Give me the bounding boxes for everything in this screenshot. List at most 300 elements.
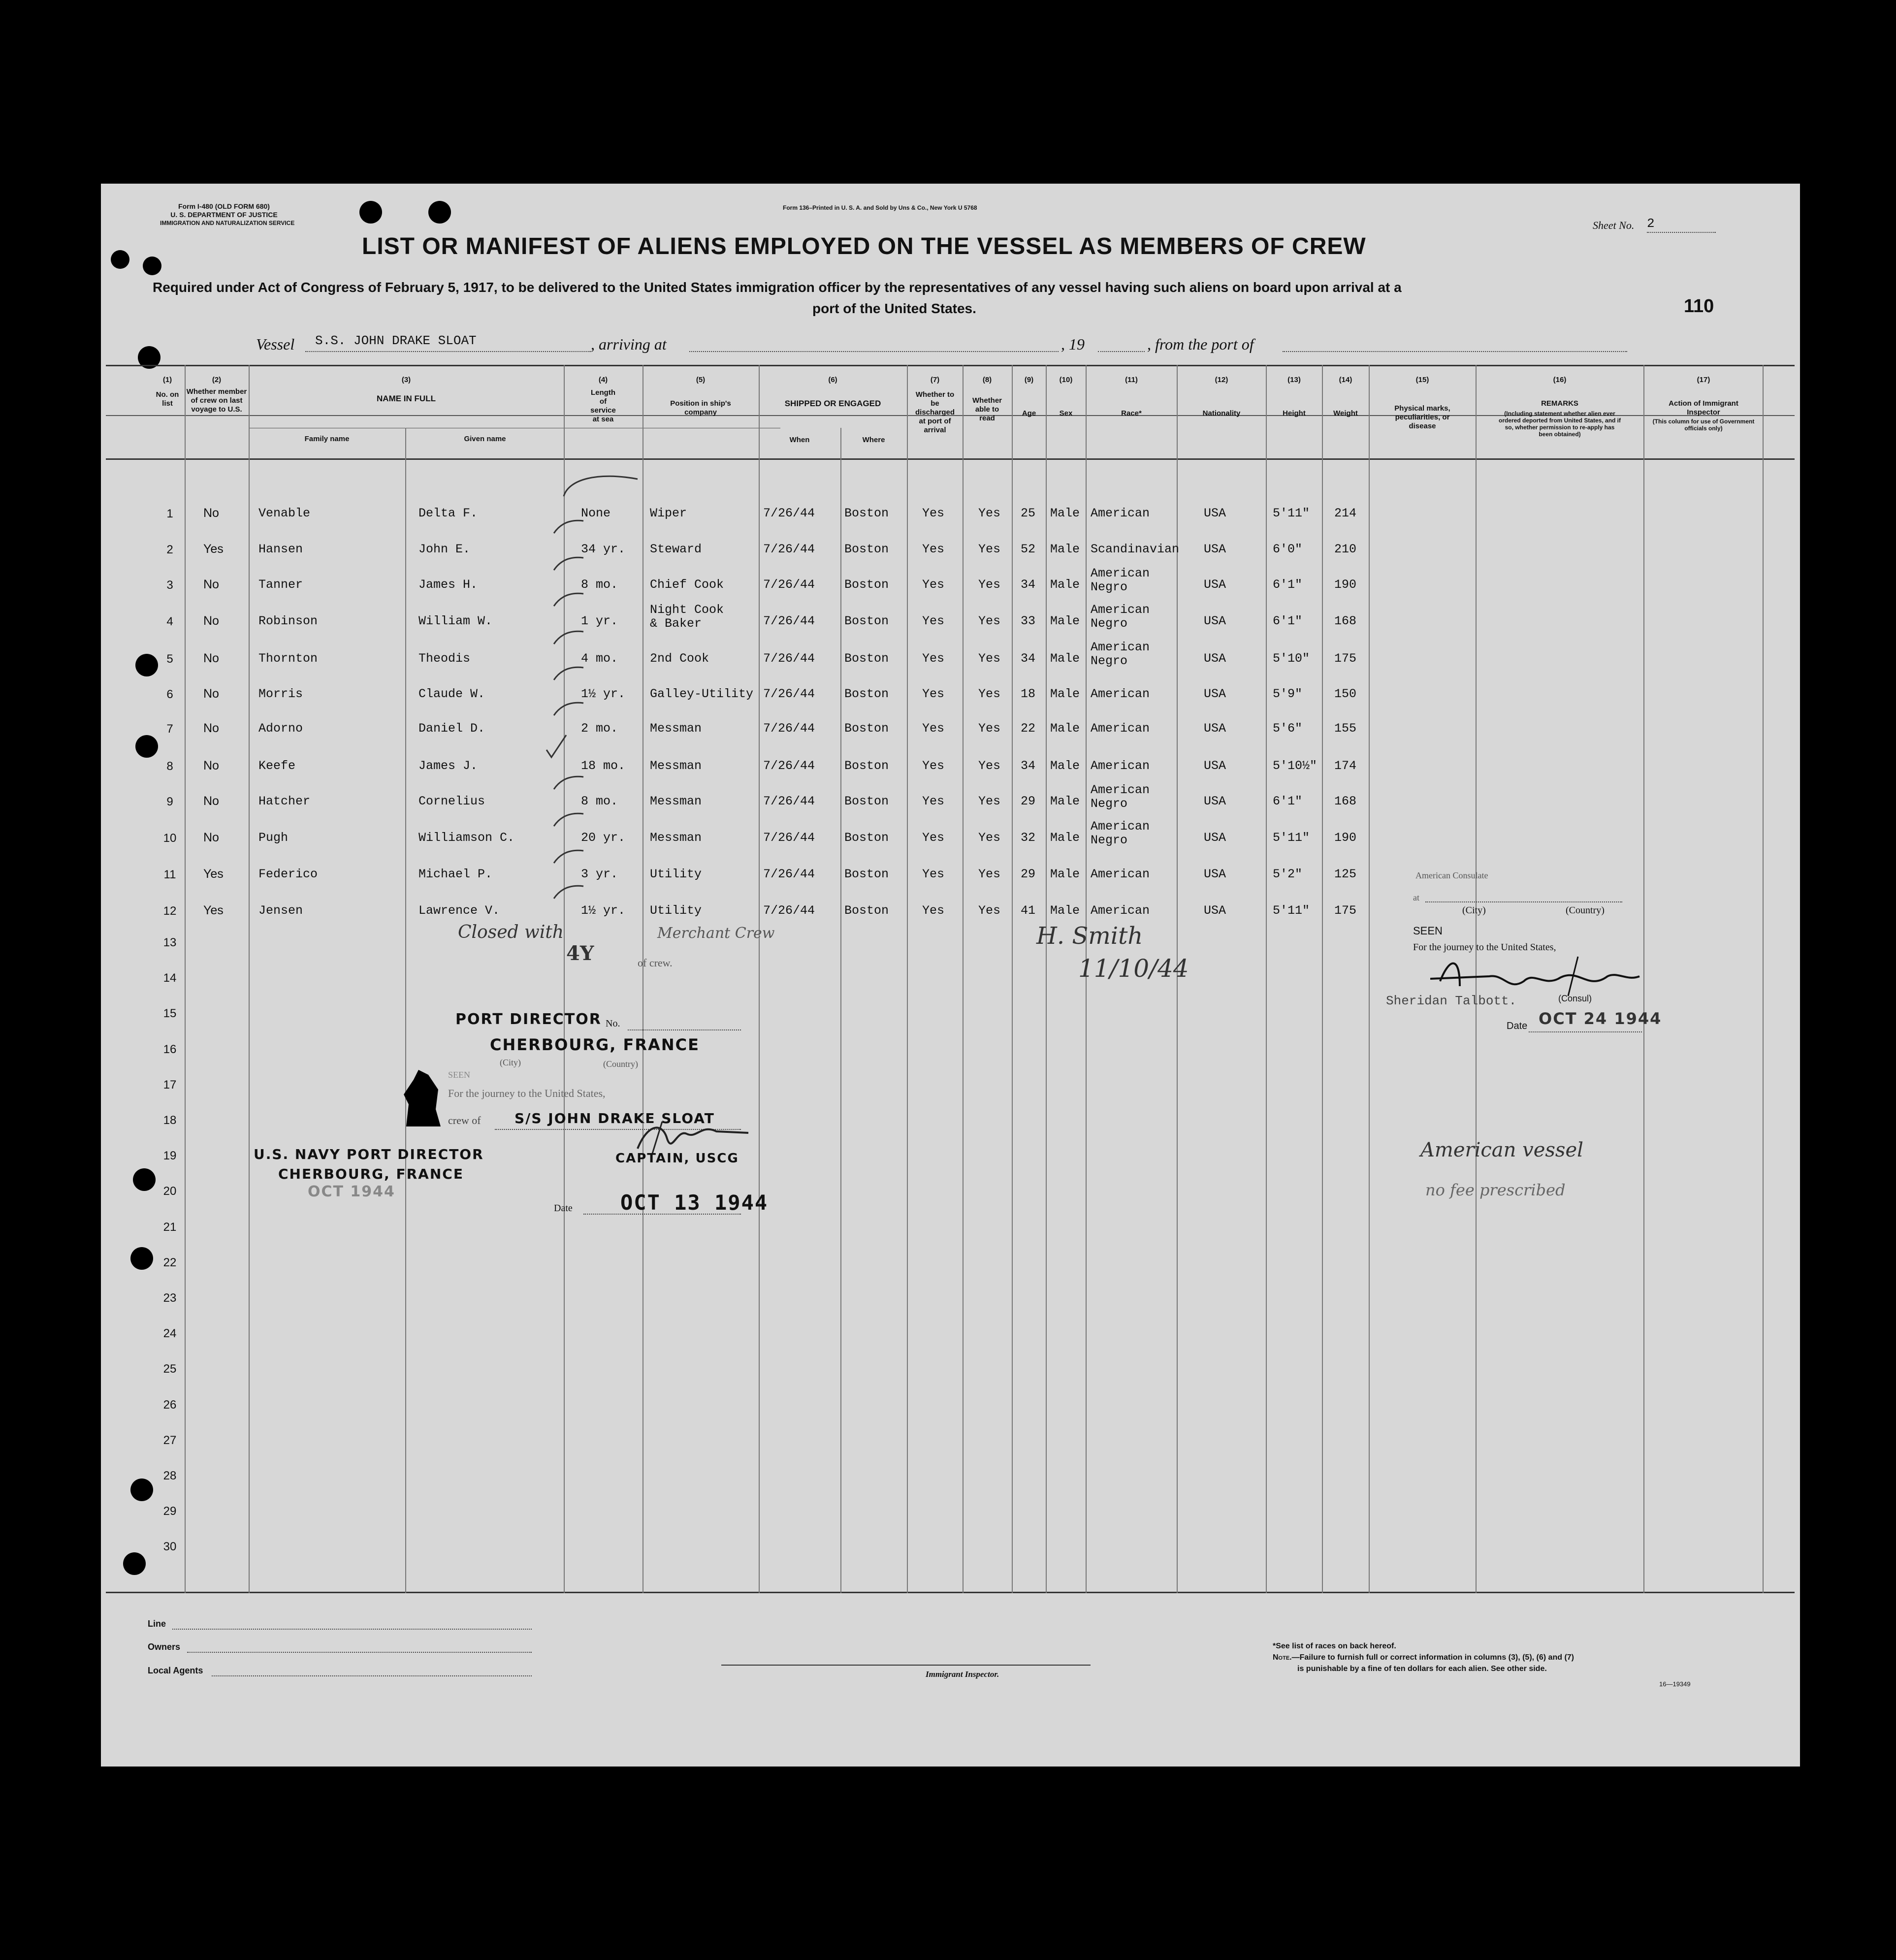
port-city: CHERBOURG, FRANCE bbox=[490, 1035, 700, 1054]
cell-read: Yes bbox=[978, 831, 1001, 845]
cell-discharged: Yes bbox=[922, 614, 945, 628]
cell-service: 20 yr. bbox=[581, 831, 626, 845]
row-number: 15 bbox=[163, 1007, 177, 1020]
col-divider bbox=[1266, 365, 1267, 1593]
port-director-label: PORT DIRECTOR bbox=[455, 1011, 602, 1028]
cell-read: Yes bbox=[978, 867, 1001, 881]
cell-nationality: USA bbox=[1204, 578, 1226, 592]
col9-header: (9) Age bbox=[1022, 376, 1036, 418]
cell-family: Thornton bbox=[258, 651, 318, 666]
row-number: 19 bbox=[163, 1149, 177, 1162]
cell-where: Boston bbox=[844, 614, 889, 628]
port-date-label: Date bbox=[554, 1203, 573, 1214]
consul-city-label: (City) bbox=[1462, 905, 1486, 916]
cell-position: Utility bbox=[650, 903, 702, 918]
col-divider bbox=[840, 428, 841, 1593]
footer-line-field bbox=[172, 1629, 532, 1630]
cell-last-voyage: No bbox=[203, 506, 219, 520]
cell-nationality: USA bbox=[1204, 506, 1226, 520]
col17-header: (17) Action of Immigrant Inspector (This column for use of Government officials only) bbox=[1652, 376, 1755, 432]
consul-at-label: at bbox=[1413, 893, 1419, 902]
cell-sex: Male bbox=[1050, 759, 1080, 773]
cell-family: Morris bbox=[258, 687, 303, 701]
navy-stamp-line1: U.S. NAVY PORT DIRECTOR bbox=[254, 1146, 484, 1162]
cell-height: 5'11" bbox=[1273, 903, 1310, 918]
cell-race: American bbox=[1091, 903, 1150, 918]
consul-seen: SEEN bbox=[1413, 925, 1443, 937]
cell-last-voyage: No bbox=[203, 794, 219, 808]
cell-sex: Male bbox=[1050, 903, 1080, 918]
cell-race: American Negro bbox=[1091, 819, 1150, 847]
row-number: 8 bbox=[166, 760, 173, 773]
printer-line: Form 136–Printed in U. S. A. and Sold by Uns & Co., New York U 5768 bbox=[783, 204, 977, 211]
cell-race: American Negro bbox=[1091, 566, 1150, 594]
department: U. S. DEPARTMENT OF JUSTICE bbox=[170, 211, 278, 219]
col3-family-header: Family name bbox=[304, 435, 350, 443]
col-divider bbox=[249, 365, 250, 1593]
cell-where: Boston bbox=[844, 759, 889, 773]
col-divider bbox=[1369, 365, 1370, 1593]
row-number: 11 bbox=[163, 868, 176, 881]
cell-position: Chief Cook bbox=[650, 578, 724, 592]
row-number: 13 bbox=[163, 936, 177, 949]
cell-sex: Male bbox=[1050, 794, 1080, 808]
navy-stamp-date: OCT 1944 bbox=[308, 1183, 395, 1200]
col11-header: (11) Race* bbox=[1121, 376, 1142, 418]
row-number: 26 bbox=[163, 1398, 177, 1412]
consul-consulate: American Consulate bbox=[1415, 870, 1488, 880]
cell-family: Hansen bbox=[258, 542, 303, 556]
cell-where: Boston bbox=[844, 578, 889, 592]
cell-last-voyage: No bbox=[203, 831, 219, 844]
cell-given: Michael P. bbox=[418, 867, 493, 881]
cell-discharged: Yes bbox=[922, 687, 945, 701]
row-number: 29 bbox=[163, 1505, 177, 1518]
cell-discharged: Yes bbox=[922, 578, 945, 592]
cell-given: James H. bbox=[418, 578, 478, 592]
cell-race: American bbox=[1091, 721, 1150, 736]
cell-service: 1½ yr. bbox=[581, 903, 626, 918]
cell-family: Adorno bbox=[258, 721, 303, 736]
closed-mark: 4Y bbox=[566, 942, 594, 965]
cell-where: Boston bbox=[844, 542, 889, 556]
port-no-label: No. bbox=[606, 1018, 620, 1029]
cell-last-voyage: Yes bbox=[203, 542, 224, 556]
inspector-signature: H. Smith bbox=[1036, 922, 1143, 950]
cell-last-voyage: Yes bbox=[203, 867, 224, 881]
cell-race: American bbox=[1091, 759, 1150, 773]
cell-age: 22 bbox=[1021, 721, 1036, 736]
cell-given: Daniel D. bbox=[418, 721, 485, 736]
cell-nationality: USA bbox=[1204, 614, 1226, 628]
col3-given-header: Given name bbox=[464, 435, 506, 443]
cell-when: 7/26/44 bbox=[763, 542, 815, 556]
cell-age: 25 bbox=[1021, 506, 1036, 520]
cell-given: Delta F. bbox=[418, 506, 478, 520]
port-date: OCT 13 1944 bbox=[620, 1190, 769, 1215]
consul-date-line bbox=[1529, 1031, 1642, 1032]
consul-country-label: (Country) bbox=[1566, 905, 1605, 916]
cell-service: 1½ yr. bbox=[581, 687, 626, 701]
sheet-number: 2 bbox=[1647, 216, 1655, 231]
cell-read: Yes bbox=[978, 721, 1001, 736]
punch-hole bbox=[133, 1168, 156, 1191]
cell-given: Lawrence V. bbox=[418, 903, 500, 918]
row-number: 7 bbox=[166, 722, 173, 736]
footer-owners-field bbox=[187, 1652, 532, 1653]
col-divider bbox=[405, 428, 406, 1593]
cell-nationality: USA bbox=[1204, 687, 1226, 701]
cell-weight: 214 bbox=[1334, 506, 1357, 520]
cell-position: Messman bbox=[650, 794, 702, 808]
col-divider bbox=[963, 365, 964, 1593]
cell-family: Tanner bbox=[258, 578, 303, 592]
cell-sex: Male bbox=[1050, 651, 1080, 666]
cell-position: Messman bbox=[650, 759, 702, 773]
footer-note-text: —Failure to furnish full or correct information in columns (3), (5), (6) and (7) bbox=[1291, 1653, 1574, 1662]
footer-race-note: *See list of races on back hereof. bbox=[1273, 1642, 1396, 1650]
cell-family: Hatcher bbox=[258, 794, 311, 808]
cell-when: 7/26/44 bbox=[763, 506, 815, 520]
year-label: , 19 bbox=[1061, 335, 1085, 353]
cell-race: American bbox=[1091, 687, 1150, 701]
cell-when: 7/26/44 bbox=[763, 721, 815, 736]
page-number: 110 bbox=[1684, 296, 1714, 317]
cell-weight: 125 bbox=[1334, 867, 1357, 881]
cell-sex: Male bbox=[1050, 721, 1080, 736]
cell-last-voyage: No bbox=[203, 687, 219, 701]
cell-position: Wiper bbox=[650, 506, 687, 520]
cell-given: John E. bbox=[418, 542, 471, 556]
cell-race: American bbox=[1091, 506, 1150, 520]
table-top-rule bbox=[106, 365, 1795, 366]
cell-when: 7/26/44 bbox=[763, 578, 815, 592]
cell-nationality: USA bbox=[1204, 542, 1226, 556]
cell-nationality: USA bbox=[1204, 721, 1226, 736]
cell-where: Boston bbox=[844, 506, 889, 520]
cell-read: Yes bbox=[978, 578, 1001, 592]
col8-header: (8) Whether able to read bbox=[972, 376, 1002, 422]
footer-inspector-label: Immigrant Inspector. bbox=[926, 1670, 999, 1679]
consul-date-label: Date bbox=[1507, 1021, 1528, 1031]
footer-code: 16—19349 bbox=[1659, 1680, 1691, 1688]
col-divider bbox=[1012, 365, 1013, 1593]
cell-service: 8 mo. bbox=[581, 578, 618, 592]
row-number: 12 bbox=[163, 904, 177, 918]
no-fee-note: no fee prescribed bbox=[1425, 1181, 1566, 1199]
cell-position: Night Cook & Baker bbox=[650, 603, 724, 631]
cell-position: 2nd Cook bbox=[650, 651, 709, 666]
cell-family: Federico bbox=[258, 867, 318, 881]
port-no-line bbox=[628, 1029, 741, 1030]
punch-hole bbox=[359, 201, 382, 224]
footer-note-text2: is punishable by a fine of ten dollars for each alien. See other side. bbox=[1297, 1665, 1547, 1673]
cell-race: Scandinavian bbox=[1091, 542, 1180, 556]
cell-race: American bbox=[1091, 867, 1150, 881]
cell-nationality: USA bbox=[1204, 759, 1226, 773]
cell-where: Boston bbox=[844, 794, 889, 808]
row-number: 3 bbox=[166, 578, 173, 592]
row-number: 30 bbox=[163, 1540, 177, 1553]
cell-given: Williamson C. bbox=[418, 831, 515, 845]
cell-height: 6'1" bbox=[1273, 614, 1303, 628]
cell-given: Claude W. bbox=[418, 687, 485, 701]
cell-family: Keefe bbox=[258, 759, 296, 773]
cell-service: 8 mo. bbox=[581, 794, 618, 808]
cell-height: 5'11" bbox=[1273, 831, 1310, 845]
cell-when: 7/26/44 bbox=[763, 651, 815, 666]
cell-discharged: Yes bbox=[922, 651, 945, 666]
col13-header: (13) Height bbox=[1283, 376, 1306, 418]
cell-family: Jensen bbox=[258, 903, 303, 918]
row-number: 20 bbox=[163, 1185, 177, 1198]
cell-discharged: Yes bbox=[922, 831, 945, 845]
cell-position: Steward bbox=[650, 542, 702, 556]
row-number: 6 bbox=[166, 688, 173, 701]
cell-weight: 168 bbox=[1334, 614, 1357, 628]
consul-at-line bbox=[1425, 901, 1622, 902]
inspector-date: 11/10/44 bbox=[1078, 954, 1189, 983]
inspector-signature-line bbox=[721, 1665, 1091, 1666]
cell-sex: Male bbox=[1050, 578, 1080, 592]
row-number: 28 bbox=[163, 1469, 177, 1482]
row-number: 24 bbox=[163, 1327, 177, 1340]
cell-last-voyage: No bbox=[203, 614, 219, 628]
manifest-sheet bbox=[101, 184, 1800, 1767]
cell-nationality: USA bbox=[1204, 651, 1226, 666]
cell-service: 1 yr. bbox=[581, 614, 618, 628]
col5-header: (5) Position in ship's company bbox=[670, 376, 731, 417]
cell-read: Yes bbox=[978, 687, 1001, 701]
cell-discharged: Yes bbox=[922, 506, 945, 520]
col1-header: (1) No. on list bbox=[156, 376, 179, 408]
cell-race: American Negro bbox=[1091, 640, 1150, 668]
cell-age: 52 bbox=[1021, 542, 1036, 556]
cell-where: Boston bbox=[844, 687, 889, 701]
col7-header: (7) Whether to be discharged at port of arrival bbox=[915, 376, 955, 434]
cell-service: None bbox=[581, 506, 611, 520]
col-divider bbox=[1643, 365, 1644, 1593]
cell-discharged: Yes bbox=[922, 794, 945, 808]
cell-age: 33 bbox=[1021, 614, 1036, 628]
footer-note-label: Note. bbox=[1273, 1653, 1292, 1662]
punch-hole bbox=[111, 250, 129, 269]
cell-discharged: Yes bbox=[922, 903, 945, 918]
row-number: 10 bbox=[163, 832, 177, 845]
footer-owners-label: Owners bbox=[148, 1642, 181, 1652]
col-divider bbox=[759, 365, 760, 1593]
cell-sex: Male bbox=[1050, 867, 1080, 881]
cell-read: Yes bbox=[978, 614, 1001, 628]
footer-agents-label: Local Agents bbox=[148, 1666, 203, 1675]
closed-tail: of crew. bbox=[638, 957, 673, 969]
from-line bbox=[1283, 351, 1627, 352]
arriving-line bbox=[689, 351, 1059, 352]
cell-when: 7/26/44 bbox=[763, 794, 815, 808]
row-number: 22 bbox=[163, 1256, 177, 1269]
cell-read: Yes bbox=[978, 759, 1001, 773]
col14-header: (14) Weight bbox=[1333, 376, 1358, 418]
cell-given: Theodis bbox=[418, 651, 471, 666]
punch-hole bbox=[130, 1247, 153, 1270]
cell-given: James J. bbox=[418, 759, 478, 773]
cell-weight: 175 bbox=[1334, 903, 1357, 918]
cell-nationality: USA bbox=[1204, 794, 1226, 808]
cell-weight: 190 bbox=[1334, 578, 1357, 592]
cell-given: Cornelius bbox=[418, 794, 485, 808]
punch-hole bbox=[123, 1552, 146, 1575]
cell-read: Yes bbox=[978, 794, 1001, 808]
row-number: 9 bbox=[166, 795, 173, 808]
cell-read: Yes bbox=[978, 542, 1001, 556]
cell-discharged: Yes bbox=[922, 759, 945, 773]
header-bottom-rule bbox=[106, 458, 1795, 460]
american-vessel-note: American vessel bbox=[1420, 1139, 1583, 1161]
port-date-line bbox=[583, 1214, 741, 1215]
col12-header: (12) Nationality bbox=[1202, 376, 1241, 418]
col6-where-header: Where bbox=[862, 436, 885, 444]
col6-when-header: When bbox=[789, 436, 810, 444]
cell-read: Yes bbox=[978, 506, 1001, 520]
cell-sex: Male bbox=[1050, 506, 1080, 520]
col4-header: (4) Length of service at sea bbox=[590, 376, 616, 423]
form-id-block bbox=[160, 202, 295, 227]
cell-height: 5'10" bbox=[1273, 651, 1310, 666]
cell-age: 34 bbox=[1021, 578, 1036, 592]
row-number: 5 bbox=[166, 652, 173, 666]
cell-last-voyage: No bbox=[203, 651, 219, 665]
stamp-blot bbox=[404, 1070, 443, 1129]
cell-height: 5'11" bbox=[1273, 506, 1310, 520]
row-number: 2 bbox=[166, 543, 173, 556]
cell-sex: Male bbox=[1050, 687, 1080, 701]
cell-weight: 174 bbox=[1334, 759, 1357, 773]
port-seen: SEEN bbox=[448, 1070, 470, 1080]
cell-where: Boston bbox=[844, 867, 889, 881]
punch-hole bbox=[143, 257, 161, 275]
punch-hole bbox=[130, 1478, 153, 1501]
sheet-label: Sheet No. bbox=[1593, 219, 1635, 231]
cell-family: Venable bbox=[258, 506, 311, 520]
cell-weight: 155 bbox=[1334, 721, 1357, 736]
subtitle-line1: Required under Act of Congress of February 5, 1917, to be delivered to the United States immigration officer by the representatives of any vessel having such aliens on board upon arrival at a bbox=[153, 280, 1402, 295]
consul-journey: For the journey to the United States, bbox=[1413, 942, 1556, 953]
cell-sex: Male bbox=[1050, 614, 1080, 628]
footer-agents-field bbox=[212, 1675, 532, 1676]
cell-discharged: Yes bbox=[922, 721, 945, 736]
cell-weight: 190 bbox=[1334, 831, 1357, 845]
cell-nationality: USA bbox=[1204, 867, 1226, 881]
row-number: 25 bbox=[163, 1362, 177, 1376]
row-number: 14 bbox=[163, 971, 177, 985]
port-city-label: (City) bbox=[500, 1058, 521, 1067]
col3-header: (3) NAME IN FULL bbox=[377, 376, 436, 403]
cell-height: 6'1" bbox=[1273, 578, 1303, 592]
cell-race: American Negro bbox=[1091, 603, 1150, 631]
cell-where: Boston bbox=[844, 831, 889, 845]
cell-when: 7/26/44 bbox=[763, 903, 815, 918]
cell-nationality: USA bbox=[1204, 903, 1226, 918]
cell-height: 5'9" bbox=[1273, 687, 1303, 701]
cell-age: 18 bbox=[1021, 687, 1036, 701]
cell-last-voyage: No bbox=[203, 578, 219, 591]
cell-age: 34 bbox=[1021, 759, 1036, 773]
col10-header: (10) Sex bbox=[1059, 376, 1073, 418]
arriving-label: , arriving at bbox=[591, 335, 667, 353]
vessel-name: S.S. JOHN DRAKE SLOAT bbox=[315, 333, 477, 348]
cell-age: 41 bbox=[1021, 903, 1036, 918]
col15-header: (15) Physical marks, peculiarities, or disease bbox=[1394, 376, 1450, 430]
col16-header: (16) REMARKS (Including statement whether alien ever ordered deported from United States, and if so, whether permission to re-apply has been obtained) bbox=[1498, 376, 1621, 438]
year-line bbox=[1098, 351, 1145, 352]
cell-sex: Male bbox=[1050, 542, 1080, 556]
from-label: , from the port of bbox=[1147, 335, 1254, 353]
consul-date: OCT 24 1944 bbox=[1539, 1009, 1662, 1028]
cell-age: 29 bbox=[1021, 867, 1036, 881]
table-bottom-rule bbox=[106, 1592, 1795, 1593]
col-divider bbox=[1046, 365, 1047, 1593]
cell-position: Messman bbox=[650, 721, 702, 736]
cell-age: 34 bbox=[1021, 651, 1036, 666]
check-marks bbox=[544, 474, 662, 1094]
cell-service: 2 mo. bbox=[581, 721, 618, 736]
cell-weight: 175 bbox=[1334, 651, 1357, 666]
row-number: 18 bbox=[163, 1114, 177, 1127]
col-divider bbox=[185, 365, 186, 1593]
cell-weight: 168 bbox=[1334, 794, 1357, 808]
cell-when: 7/26/44 bbox=[763, 867, 815, 881]
cell-where: Boston bbox=[844, 903, 889, 918]
cell-where: Boston bbox=[844, 721, 889, 736]
col-divider bbox=[1322, 365, 1323, 1593]
cell-family: Pugh bbox=[258, 831, 289, 845]
cell-height: 5'2" bbox=[1273, 867, 1303, 881]
row-number: 16 bbox=[163, 1043, 177, 1056]
row-number: 1 bbox=[166, 507, 173, 520]
col-divider bbox=[907, 365, 908, 1593]
row-number: 17 bbox=[163, 1078, 177, 1092]
col-divider bbox=[1763, 365, 1764, 1593]
cell-race: American Negro bbox=[1091, 783, 1150, 811]
form-title: LIST OR MANIFEST OF ALIENS EMPLOYED ON THE VESSEL AS MEMBERS OF CREW bbox=[362, 233, 1366, 259]
cell-when: 7/26/44 bbox=[763, 687, 815, 701]
cell-height: 5'10½" bbox=[1273, 759, 1318, 773]
cell-position: Utility bbox=[650, 867, 702, 881]
cell-sex: Male bbox=[1050, 831, 1080, 845]
cell-nationality: USA bbox=[1204, 831, 1226, 845]
cell-height: 6'1" bbox=[1273, 794, 1303, 808]
row-number: 23 bbox=[163, 1291, 177, 1305]
cell-discharged: Yes bbox=[922, 542, 945, 556]
cell-discharged: Yes bbox=[922, 867, 945, 881]
cell-age: 29 bbox=[1021, 794, 1036, 808]
service: IMMIGRATION AND NATURALIZATION SERVICE bbox=[160, 220, 295, 226]
cell-weight: 150 bbox=[1334, 687, 1357, 701]
row-number: 4 bbox=[166, 615, 173, 628]
closed-note-2: Merchant Crew bbox=[657, 925, 775, 942]
consul-name: Sheridan Talbott. bbox=[1386, 994, 1517, 1008]
cell-height: 6'0" bbox=[1273, 542, 1303, 556]
cell-service: 3 yr. bbox=[581, 867, 618, 881]
cell-read: Yes bbox=[978, 651, 1001, 666]
cell-service: 18 mo. bbox=[581, 759, 626, 773]
port-ship-name: S/S JOHN DRAKE SLOAT bbox=[514, 1110, 715, 1126]
cell-where: Boston bbox=[844, 651, 889, 666]
consul-label: (Consul) bbox=[1558, 994, 1592, 1003]
cell-given: William W. bbox=[418, 614, 493, 628]
cell-when: 7/26/44 bbox=[763, 759, 815, 773]
col6-header: (6) SHIPPED OR ENGAGED bbox=[784, 376, 881, 408]
